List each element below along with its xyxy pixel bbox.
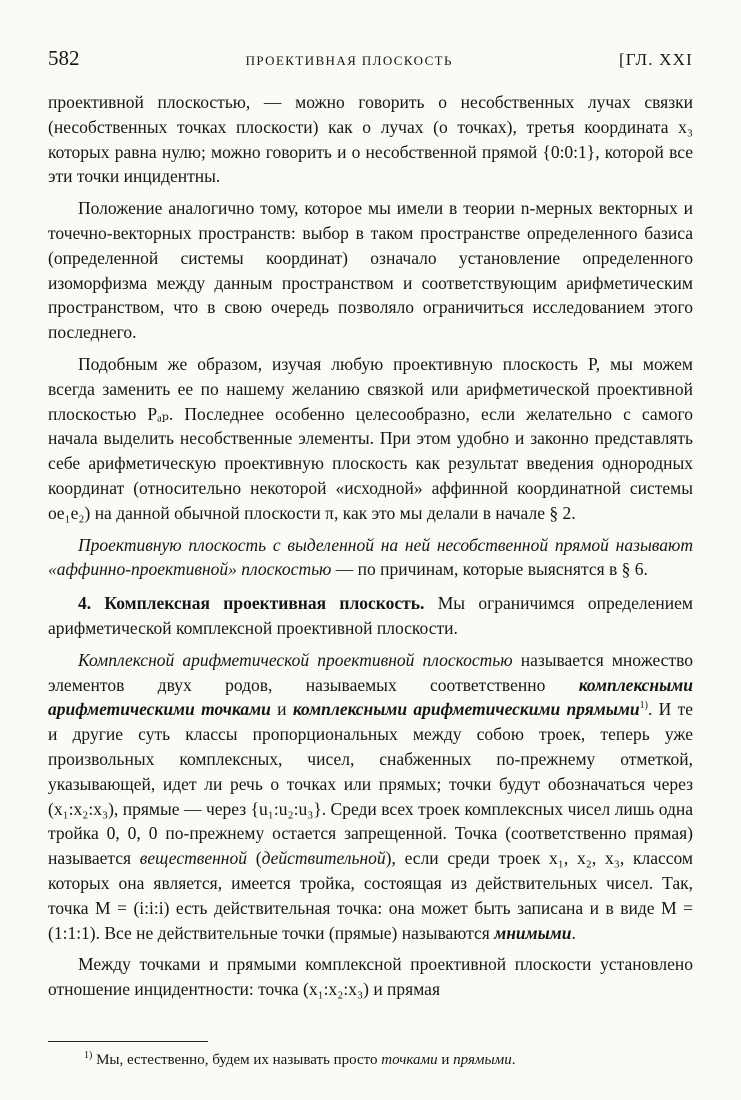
complex-lines-term: комплексными арифметическими прямыми (292, 699, 640, 720)
section-4-paragraph (48, 591, 693, 641)
text-fragment: . (571, 922, 576, 943)
affine-projective-definition: Проективную плоскость с выделенной на ней несобственной прямой называют «аффинно-проективной» плоскостью (48, 534, 693, 580)
text-fragment: ( (246, 848, 262, 869)
text-fragment: . И те и другие суть классы пропорциональных между собою троек, теперь уже произвольных комплексных, чисел, снабженных по-прежнему отметкой, указывающей, идет ли речь о точках или прямых; точки будут обозначаться через (x₁:x₂:x₃), прямые — через {u₁:u₂:u₃}. Среди всех троек комплексных чисел лишь одна тройка 0, 0, 0 по-прежнему остается запрещенной. Точка (соответственно прямая) называется (48, 699, 694, 869)
footnote-divider (48, 1041, 208, 1042)
running-title: ПРОЕКТИВНАЯ ПЛОСКОСТЬ (245, 53, 453, 68)
footnote-term-lines: прямыми (453, 1052, 512, 1068)
section-heading: 4. Комплексная проективная плоскость. (78, 593, 425, 614)
paragraph-arithmetic-plane: Подобным же образом, изучая любую проективную плоскость P, мы можем всегда заменить ее по нашему желанию связкой или арифметической проективной плоскостью Pₐₚ. Последнее особенно целесообразно, если желательно с самого начала выделить несобственные элементы. При этом удобно и законно представлять себе арифметическую проективную плоскость как результат введения однородных координат (относительно некоторой «исходной» аффинной координатной системы oe₁e₂) на данной обычной плоскости π, как это мы делали в начале § 2. (48, 353, 693, 523)
chapter-reference: [ГЛ. XXI (618, 50, 693, 69)
affine-projective-rest: — по причинам, которые выяснятся в § 6. (331, 559, 648, 580)
running-head (48, 46, 693, 74)
complex-plane-term: Комплексной арифметической проективной плоскостью (78, 649, 513, 670)
actual-term: действительной (261, 848, 386, 869)
footnote-text: и (437, 1052, 454, 1068)
footnote (84, 1050, 693, 1070)
footnote-reference: 1) (639, 700, 648, 712)
paragraph-continuation: проективной плоскостью, — можно говорить о несобственных лучах связки (несобственных точках плоскости) как о лучах (о точках), третья координата x₃ которых равна нулю; можно говорить и о несобственной прямой {0:0:1}, которой все эти точки инцидентны. (48, 92, 693, 187)
paragraph-complex-definition (48, 648, 693, 946)
imaginary-term: мнимыми (494, 922, 572, 943)
paragraph-incidence: Между точками и прямыми комплексной проективной плоскости установлено отношение инцидентности: точка (x₁:x₂:x₃) и прямая (48, 954, 693, 1000)
text-fragment: называется множество элементов двух родов, называемых соответственно (48, 649, 693, 695)
page-number: 582 (48, 46, 80, 70)
section-intro-text: Мы ограничимся определением арифметической комплексной проективной плоскости. (48, 593, 693, 638)
footnote-text: . (511, 1052, 516, 1068)
text-fragment: ), если среди троек x₁, x₂, x₃, классом которых она является, имеется тройка, состоящая из действительных чисел. Так, точка M = (i:i:i) есть действительная точка: она может быть записана и в виде M = (1:1:1). Все не действительные точки (прямые) называются (48, 848, 693, 943)
complex-points-term: комплексными арифметическими точками (48, 674, 693, 720)
footnote-text: Мы, естественно, будем их называть просто (92, 1052, 382, 1068)
footnote-term-points: точками (381, 1052, 438, 1068)
paragraph-affine-projective (48, 533, 693, 583)
main-text (48, 90, 693, 1009)
footnote-mark: 1) (84, 1050, 93, 1061)
paragraph-isomorphism: Положение аналогично тому, которое мы имели в теории n-мерных векторных и точечно-векторных пространств: выбор в таком пространстве определенного базиса (определенной системы координат) означало установление определенного изоморфизма между данным пространством и соответствующим арифметическим пространством, что в свою очередь позволяло ограничиться исследованием этого последнего. (48, 198, 693, 343)
real-term: вещественной (139, 848, 247, 869)
text-fragment: и (270, 699, 293, 720)
